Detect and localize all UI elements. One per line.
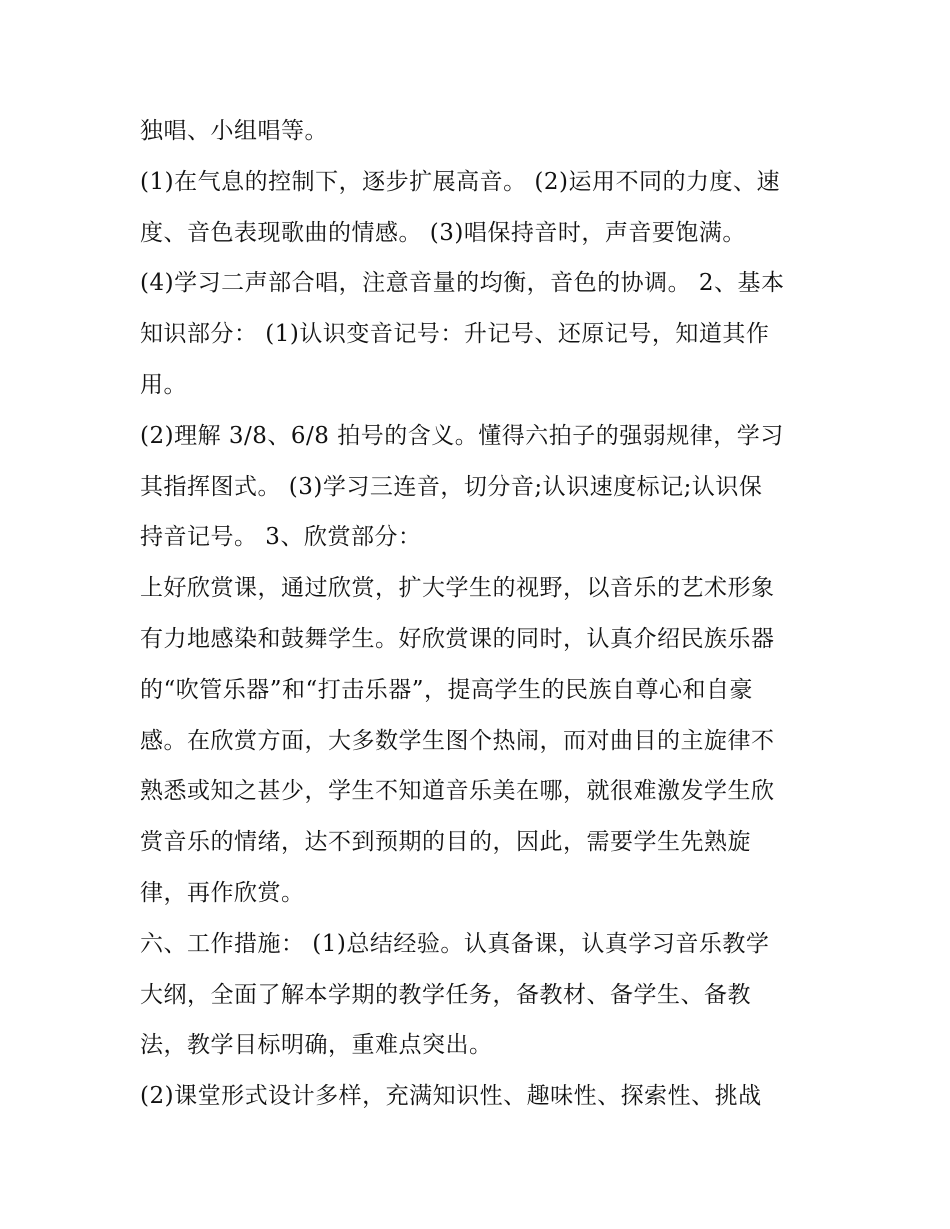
text-line: 的“吹管乐器”和“打击乐器”，提高学生的民族自尊心和自豪 [140,676,754,703]
text-line: 度、音色表现歌曲的情感。 (3)唱保持音时，声音要饱满。 [140,219,746,246]
text-line: 其指挥图式。 (3)学习三连音，切分音;认识速度标记;认识保 [140,473,763,500]
text-line: 有力地感染和鼓舞学生。好欣赏课的同时，认真介绍民族乐器 [140,625,775,652]
text-line: 赏音乐的情绪，达不到预期的目的，因此，需要学生先熟旋 [140,829,751,856]
text-line: 知识部分： (1)认识变音记号：升记号、还原记号，知道其作 [140,321,770,348]
text-line: 上好欣赏课，通过欣赏，扩大学生的视野，以音乐的艺术形象 [140,575,775,602]
text-line: 熟悉或知之甚少，学生不知道音乐美在哪，就很难激发学生欣 [140,778,775,805]
text-line: 六、工作措施： (1)总结经验。认真备课，认真学习音乐教学 [140,930,770,957]
text-line: 大纲，全面了解本学期的教学任务，备教材、备学生、备教 [140,981,751,1008]
text-line: 法，教学目标明确，重难点突出。 [140,1032,493,1059]
text-line: 律，再作欣赏。 [140,879,305,906]
text-line: 持音记号。 3、欣赏部分： [140,524,422,551]
text-line: (2)课堂形式设计多样，充满知识性、趣味性、探索性、挑战 [140,1083,762,1110]
text-line: 用。 [140,371,187,398]
text-line: (2)理解 3/8、6/8 拍号的含义。懂得六拍子的强弱规律，学习 [140,422,784,449]
text-line: 感。在欣赏方面，大多数学生图个热闹，而对曲目的主旋律不 [140,727,775,754]
text-line: (4)学习二声部合唱，注意音量的均衡，音色的协调。 2、基本 [140,270,785,297]
text-line: (1)在气息的控制下，逐步扩展高音。 (2)运用不同的力度、速 [140,168,780,195]
document-body-text [140,106,820,1122]
text-line: 独唱、小组唱等。 [140,118,328,144]
